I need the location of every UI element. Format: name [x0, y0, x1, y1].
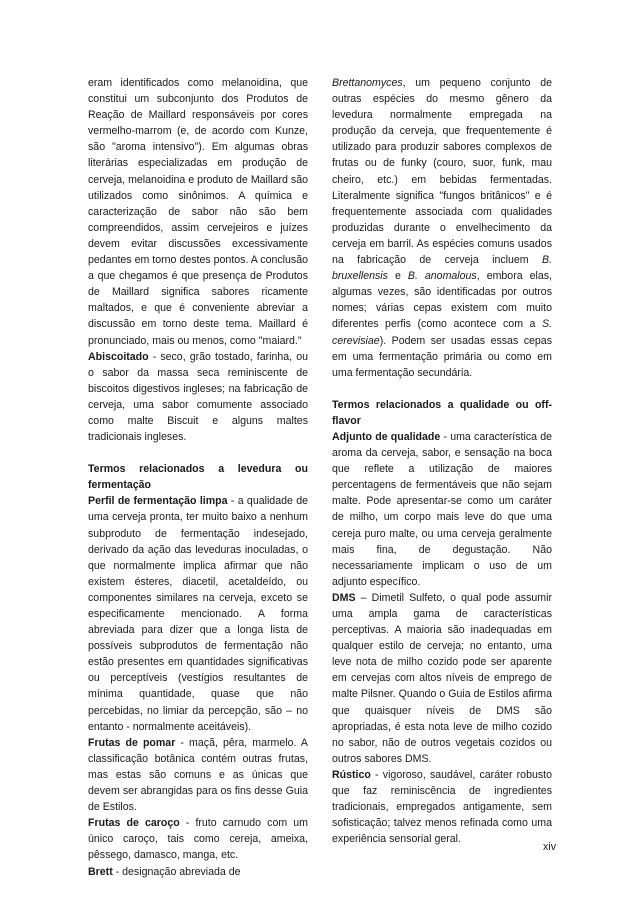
section-heading-levedura: Termos relacionados a levedura ou fermentação: [88, 463, 308, 492]
entry-adjunto-qualidade: [332, 429, 552, 590]
term-frutas-caroco: Frutas de caroço: [88, 817, 180, 830]
term-perfil-fermentacao: Perfil de fermentação limpa: [88, 495, 228, 508]
entry-frutas-pomar: [88, 735, 308, 815]
definition-abiscoitado: - seco, grão tostado, farinha, ou o sabor da massa seca reminiscente de biscoitos digestivos ingleses; na fabricação de cerveja, uma sabor comumente associado como malte Biscuit e alguns maltes tradicionais ingleses.: [88, 350, 308, 444]
page-number: xiv: [543, 841, 556, 853]
definition-frutas-pomar: - maçã, pêra, marmelo. A classificação botânica contém outras frutas, mas estas são comuns e as únicas que devem ser abrangidas para os fins desse Guia de Estilos.: [88, 736, 308, 814]
entry-rustico: [332, 767, 552, 847]
term-adjunto-qualidade: Adjunto de qualidade: [332, 430, 441, 443]
term-abiscoitado: Abiscoitado: [88, 350, 149, 363]
section-heading-qualidade: Termos relacionados a qualidade ou off-flavor: [332, 398, 552, 427]
entry-brett-continued: Brettanomyces, um pequeno conjunto de outras espécies do mesmo gênero da levedura normalmente empregada na produção da cerveja, que frequentemente é utilizado para produzir sabores complexos de frutas ou de funky (couro, suor, funk, mau cheiro, etc.) em bebidas fermentadas. Literalmente significa "fungos britânicos" e é frequentemente associada com qualidades produzidas durante o envelhecimento da cerveja em barril. As espécies comuns usados na fabricação de cerveja incluem B. bruxellensis e B. anomalous, embora elas, algumas vezes, são identificadas por outros nomes; várias cepas existem com muito diferentes perfis (como acontece com a S. cerevisiae). Podem ser usadas essas cepas em uma fermentação primária ou como em uma fermentação secundária.: [332, 77, 552, 379]
entry-dms: [332, 590, 552, 767]
definition-frutas-caroco: - fruto carnudo com um único caroço, tais como cereja, ameixa, pêssego, damasco, manga, etc.: [88, 817, 308, 862]
definition-brett: - designação abreviada de: [112, 865, 241, 878]
definition-rustico: - vigoroso, saudável, caráter robusto que faz reminiscência de ingredientes tradicionais, empregados antigamente, sem sofisticação; talvez menos refinada como uma experiência sensorial geral.: [332, 768, 552, 846]
entry-perfil-fermentacao: [88, 493, 308, 734]
paragraph-melanoidina: eram identificados como melanoidina, que constitui um subconjunto dos Produtos de Reação de Maillard responsáveis por cores vermelho-marrom (e, de acordo com Kunze, são "aroma intensivo"). Em algumas obras literárias especializadas em produção de cerveja, melanoidina e produto de Maillard são utilizados como sinônimos. A química e caracterização de sabor não são bem compreendidos, assim cervejeiros e juízes devem evitar discussões excessivamente pedantes em torno destes pontos. A conclusão a que chegamos é que presença de Produtos de Maillard significa sabores ricamente maltados, e que é conveniente abreviar a discussão em torno deste tema. Maillard é pronunciado, mais ou menos, como "maiard.": [88, 77, 308, 347]
left-column: [88, 75, 308, 880]
right-column: [332, 75, 552, 847]
term-frutas-pomar: Frutas de pomar: [88, 736, 176, 749]
term-brett: Brett: [88, 865, 113, 878]
definition-adjunto-qualidade: - uma característica de aroma da cerveja, sabor, e sensação na boca que reflete a utilização de maiores percentagens de fermentáveis que não sejam malte. Pode apresentar-se como um caráter de milho, um corpo mais leve do que uma cereja puro malte, ou uma cerveja geralmente mais fina, de degustação. Não necessariamente implicam o uso de um adjunto específico.: [332, 430, 553, 588]
term-rustico: Rústico: [332, 768, 371, 781]
entry-frutas-caroco: [88, 815, 308, 863]
definition-dms: – Dimetil Sulfeto, o qual pode assumir uma ampla gama de características perceptivas. A maioria são inadequadas em qualquer estilo de cerveja; no entanto, uma leve nota de milho cozido pode ser aparente em cervejas com altos níveis de emprego de malte Pilsner. Quando o Guia de Estilos afirma que quaisquer níveis de DMS são apropriadas, é esta nota leve de milho cozido no sabor, não de outros vegetais cozidos ou outros sabores DMS.: [332, 591, 552, 765]
entry-abiscoitado: [88, 349, 308, 446]
entry-brett: [88, 864, 308, 880]
definition-perfil-fermentacao: - a qualidade de uma cerveja pronta, ter muito baixo a nenhum subproduto de fermentação indesejado, derivado da ação das leveduras inoculadas, o que normalmente implica afirmar que não existem ésteres, diacetil, acetaldeído, ou componentes similares na cerveja, exceto se especificamente mencionado. A forma abreviada para dizer que a longa lista de possíveis subprodutos de fermentação não estão presentes em quantidades significativas ou perceptíveis (vestígios resultantes de mínima quantidade, quase que não percebidas, no limiar da percepção, são – no entanto - normalmente aceitáveis).: [88, 495, 308, 733]
term-dms: DMS: [332, 591, 356, 604]
